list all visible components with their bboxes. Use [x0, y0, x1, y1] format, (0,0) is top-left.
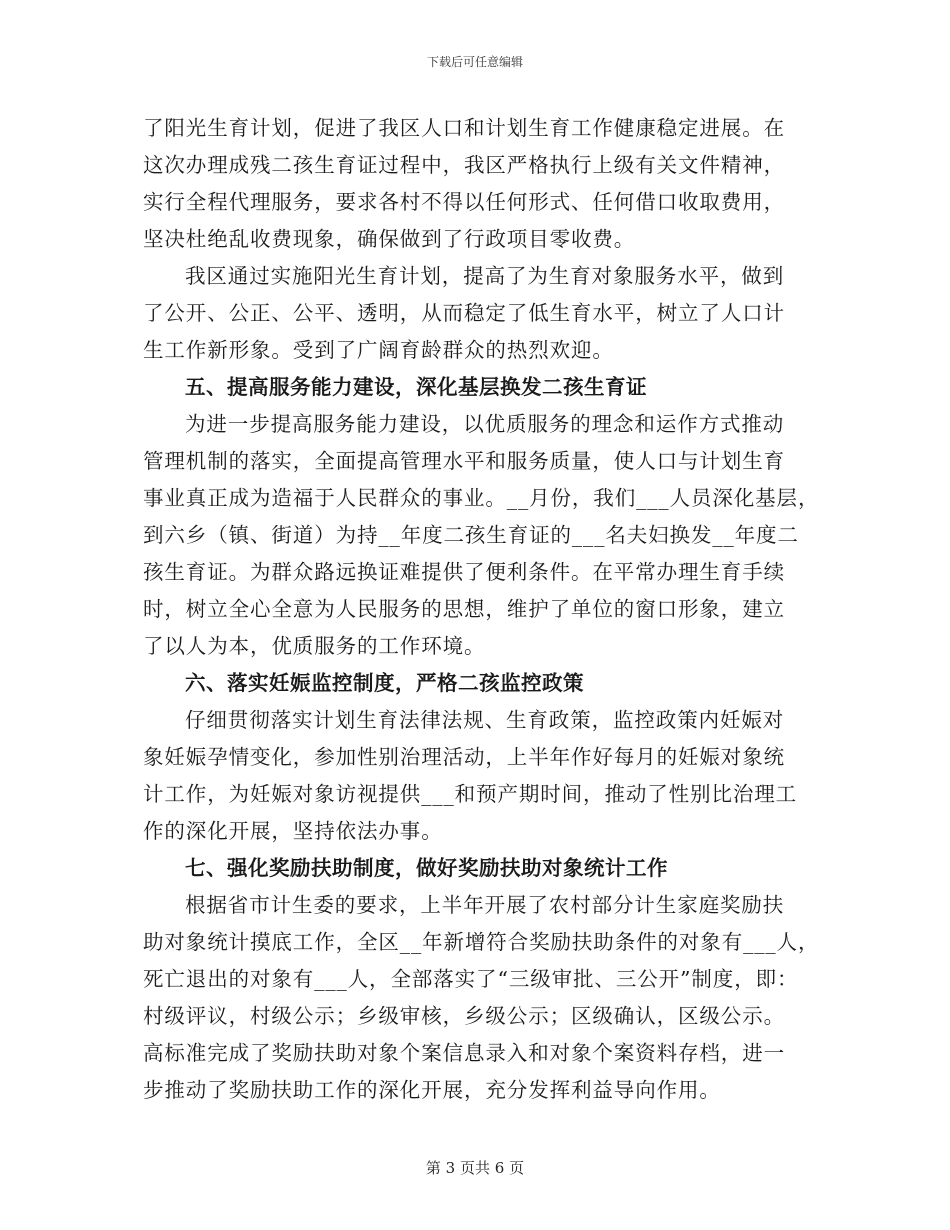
body-line: 生工作新形象。受到了广阔育龄群众的热烈欢迎。	[143, 338, 614, 362]
paragraph-start: 根据省市计生委的要求，上半年开展了农村部分计生家庭奖励扶	[185, 893, 785, 917]
body-line: 作的深化开展，坚持依法办事。	[143, 819, 443, 843]
body-line: 这次办理成残二孩生育证过程中，我区严格执行上级有关文件精神，	[143, 153, 785, 177]
paragraph-start: 为进一步提高服务能力建设，以优质服务的理念和运作方式推动	[185, 412, 785, 436]
section-heading-7: 七、强化奖励扶助制度，做好奖励扶助对象统计工作	[185, 856, 668, 880]
document-body	[143, 110, 820, 1109]
body-line: 助对象统计摸底工作，全区__年新增符合奖励扶助条件的对象有___人，	[143, 930, 820, 954]
page-header: 下载后可任意编辑	[426, 55, 523, 69]
body-line: 实行全程代理服务，要求各村不得以任何形式、任何借口收取费用，	[143, 190, 785, 214]
paragraph-start: 仔细贯彻落实计划生育法律法规、生育政策，监控政策内妊娠对	[185, 708, 785, 732]
body-line: 到六乡（镇、街道）为持__年度二孩生育证的___名夫妇换发__年度二	[143, 523, 799, 547]
body-line: 高标准完成了奖励扶助对象个案信息录入和对象个案资料存档，进一	[143, 1041, 785, 1065]
body-line: 孩生育证。为群众路远换证难提供了便利条件。在平常办理生育手续	[143, 560, 785, 584]
section-heading-5: 五、提高服务能力建设，深化基层换发二孩生育证	[185, 375, 647, 399]
body-line: 了阳光生育计划，促进了我区人口和计划生育工作健康稳定进展。在	[143, 116, 785, 140]
section-heading-6: 六、落实妊娠监控制度，严格二孩监控政策	[185, 671, 584, 695]
body-line: 时，树立全心全意为人民服务的思想，维护了单位的窗口形象，建立	[143, 597, 785, 621]
body-line: 步推动了奖励扶助工作的深化开展，充分发挥利益导向作用。	[143, 1078, 721, 1102]
paragraph-start: 我区通过实施阳光生育计划，提高了为生育对象服务水平，做到	[185, 264, 785, 288]
body-line: 坚决杜绝乱收费现象，确保做到了行政项目零收费。	[143, 227, 636, 251]
body-line: 了以人为本，优质服务的工作环境。	[143, 634, 486, 658]
body-line: 管理机制的落实，全面提高管理水平和服务质量，使人口与计划生育	[143, 449, 785, 473]
body-line: 了公开、公正、公平、透明，从而稳定了低生育水平，树立了人口计	[143, 301, 785, 325]
page-number-footer: 第 3 页共 6 页	[425, 1159, 525, 1177]
body-line: 村级评议，村级公示；乡级审核，乡级公示；区级确认，区级公示。	[143, 1004, 785, 1028]
body-line: 象妊娠孕情变化，参加性别治理活动，上半年作好每月的妊娠对象统	[143, 745, 785, 769]
body-line: 事业真正成为造福于人民群众的事业。__月份，我们___人员深化基层，	[143, 486, 820, 510]
body-line: 死亡退出的对象有___人，全部落实了“三级审批、三公开”制度，即：	[143, 967, 799, 991]
body-line: 计工作，为妊娠对象访视提供___和预产期时间，推动了性别比治理工	[143, 782, 798, 806]
